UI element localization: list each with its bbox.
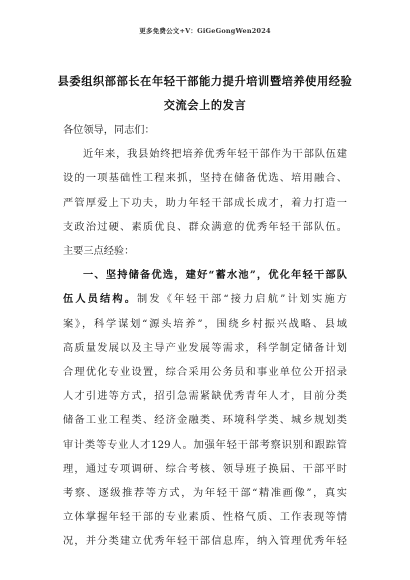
body-line (63, 315, 347, 330)
body-line (63, 339, 347, 354)
body-text: 高质量发展以及主导产业发展等需求，科学制定储备计划 (63, 342, 347, 354)
body-line (63, 194, 347, 209)
document-title-line-2: 交流会上的发言 (163, 99, 247, 112)
body-line (63, 290, 347, 305)
body-line (63, 387, 347, 402)
body-line (63, 169, 347, 184)
body-line (83, 145, 347, 160)
body-text: 设的一项基础性工程来抓，坚持在储备优选、培用融合、 (63, 173, 347, 185)
body-text: 况，并分类建立优秀年轻干部信息库，纳入管理优秀年轻 (63, 536, 347, 548)
body-text: 各位领导，同志们： (63, 125, 155, 136)
body-text: 支政治过硬、素质优良、群众满意的优秀年轻干部队伍。 (63, 221, 347, 233)
body-text: 制发《年轻干部“接力启航”计划实施方 (137, 294, 347, 306)
document-title-line-1: 县委组织部部长在年轻干部能力提升培训暨培养使用经验 (57, 75, 353, 88)
body-text: 考察、逐级推荐等方式，为年轻干部“精准画像”，真实 (63, 488, 347, 499)
bold-heading-text: 伍人员结构。 (63, 293, 138, 306)
bold-heading-text: 一、坚持储备优选，建好“蓄水池”，优化年轻干部队 (83, 269, 347, 282)
header-note: 更多免费公文+V：GiGeGongWen2024 (139, 27, 271, 35)
body-text: 理，通过专项调研、综合考核、领导班子换届、干部平时 (63, 463, 347, 475)
body-line (63, 363, 347, 378)
body-line (63, 242, 347, 257)
body-text: 立体掌握年轻干部的专业素质、性格气质、工作表现等情 (63, 512, 347, 524)
body-text: 人才引进等方式，招引急需紧缺优秀青年人才，目前分类 (63, 391, 347, 403)
body-text: 案》，科学谋划“源头培养”，围绕乡村振兴战略、县域 (63, 318, 347, 330)
body-text: 近年来，我县始终把培养优秀年轻干部作为干部队伍建 (83, 149, 347, 161)
body-line (63, 121, 347, 136)
body-line (63, 484, 347, 499)
body-text: 严管厚爱上下功夫，助力年轻干部成长成才，着力打造一 (63, 197, 347, 209)
body-line (63, 532, 347, 547)
body-text: 审计类等专业人才129人。加强年轻干部考察识别和跟踪管 (63, 439, 347, 451)
body-line (63, 460, 347, 475)
body-text: 主要三点经验： (63, 246, 135, 257)
body-text: 合理优化专业设置，综合采用公务员和事业单位公开招录 (63, 367, 347, 378)
body-line (63, 218, 347, 233)
body-line (63, 508, 347, 523)
body-text: 储备工业工程类、经济金融类、环境科学类、城乡规划类 (63, 415, 347, 427)
body-line (63, 411, 347, 426)
body-line (63, 436, 347, 451)
body-line (83, 266, 347, 281)
